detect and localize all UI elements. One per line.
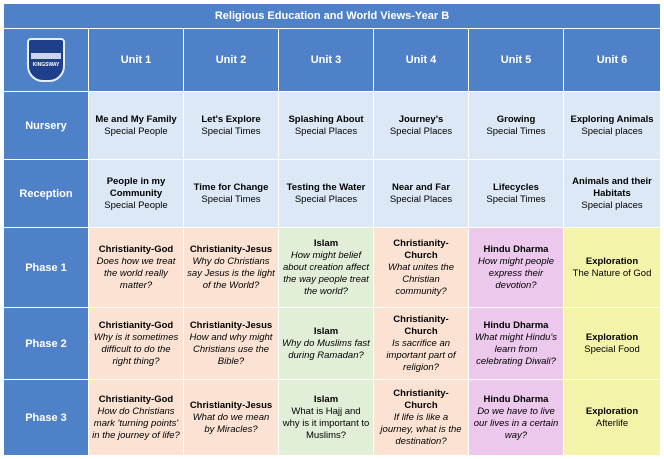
table-cell: [469, 92, 564, 160]
cell-title: Christianity-God: [98, 243, 174, 255]
row-label: Phase 1: [4, 228, 89, 308]
table-cell: [469, 228, 564, 308]
table-cell: [564, 228, 661, 308]
cell-title: People in my Community: [106, 175, 166, 199]
unit-header-5: Unit 5: [469, 29, 564, 92]
table-cell: [564, 380, 661, 456]
cell-title: Islam: [313, 237, 339, 249]
cell-subtitle: Special People: [104, 199, 168, 211]
cell-title: Splashing About: [288, 113, 364, 125]
cell-title: Exploration: [585, 331, 639, 343]
table-cell: [564, 308, 661, 380]
unit-header-4: Unit 4: [374, 29, 469, 92]
table-cell: [469, 308, 564, 380]
row-label: Phase 3: [4, 380, 89, 456]
table-cell: [89, 160, 184, 228]
unit-header-3: Unit 3: [279, 29, 374, 92]
cell-question: How and why might Christians use the Bible?: [189, 331, 273, 367]
table-cell: [184, 308, 279, 380]
table-cell: [279, 160, 374, 228]
table-cell: [564, 92, 661, 160]
unit-header-1: Unit 1: [89, 29, 184, 92]
cell-question: Is sacrifice an important part of religion?: [386, 337, 456, 373]
cell-subtitle: Special Times: [486, 125, 546, 137]
unit-header-6: Unit 6: [564, 29, 661, 92]
cell-subtitle: What is Hajj and why is it important to Muslims?: [282, 405, 370, 441]
table-cell: [374, 160, 469, 228]
cell-title: Christianity-Jesus: [189, 319, 273, 331]
table-cell: [89, 308, 184, 380]
cell-question: Why do Christians say Jesus is the light of the World?: [187, 255, 275, 291]
cell-title: Christianity-God: [98, 319, 174, 331]
cell-subtitle: Special Times: [201, 125, 261, 137]
table-cell: [279, 308, 374, 380]
cell-title: Animals and their Habitats: [572, 175, 652, 199]
cell-title: Christianity-Jesus: [189, 399, 273, 411]
cell-question: Why is it sometimes difficult to do the right thing?: [93, 331, 179, 367]
cell-subtitle: Special Food: [584, 343, 640, 355]
cell-subtitle: Special places: [581, 125, 643, 137]
table-cell: [279, 92, 374, 160]
cell-subtitle: Special Places: [389, 125, 453, 137]
row-label: Reception: [4, 160, 89, 228]
cell-subtitle: Special Times: [201, 193, 261, 205]
table-cell: [374, 228, 469, 308]
cell-title: Let's Explore: [201, 113, 261, 125]
cell-title: Christianity-Church: [393, 387, 449, 411]
table-cell: [374, 308, 469, 380]
table-title: Religious Education and World Views-Year B: [4, 4, 661, 29]
cell-question: What unites the Christian community?: [387, 261, 454, 297]
cell-title: Growing: [496, 113, 536, 125]
cell-question: How might belief about creation affect the way people treat the world?: [282, 249, 370, 297]
table-cell: [89, 92, 184, 160]
kingsway-school-crest-icon: [27, 38, 65, 82]
cell-question: How might people express their devotion?: [477, 255, 555, 291]
unit-header-2: Unit 2: [184, 29, 279, 92]
table-cell: [469, 380, 564, 456]
cell-title: Christianity-Jesus: [189, 243, 273, 255]
cell-subtitle: Special Places: [294, 193, 358, 205]
cell-question: Do we have to live our lives in a certain way?: [473, 405, 559, 441]
cell-title: Christianity-Church: [393, 313, 449, 337]
cell-question: If life is like a journey, what is the destination?: [380, 411, 462, 447]
table-cell: [89, 228, 184, 308]
cell-title: Near and Far: [391, 181, 451, 193]
table-row: [4, 228, 661, 308]
cell-subtitle: Special Places: [389, 193, 453, 205]
cell-title: Me and My Family: [95, 113, 177, 125]
cell-title: Exploration: [585, 255, 639, 267]
cell-title: Exploration: [585, 405, 639, 417]
table-row: [4, 92, 661, 160]
cell-subtitle: Afterlife: [595, 417, 629, 429]
table-row: [4, 380, 661, 456]
cell-question: What might Hindu's learn from celebrating Diwali?: [474, 331, 558, 367]
cell-subtitle: Special places: [581, 199, 643, 211]
cell-title: Journey's: [398, 113, 444, 125]
table-cell: [184, 160, 279, 228]
cell-title: Islam: [313, 393, 339, 405]
logo-text: KINGSWAY: [32, 61, 60, 68]
curriculum-table: [3, 3, 661, 456]
unit-header-row: [4, 29, 661, 92]
table-cell: [564, 160, 661, 228]
table-cell: [279, 380, 374, 456]
title-row: [4, 4, 661, 29]
table-cell: [184, 228, 279, 308]
table-cell: [374, 92, 469, 160]
cell-question: How do Christians mark 'turning points' in the journey of life?: [92, 405, 180, 441]
cell-title: Testing the Water: [286, 181, 366, 193]
cell-question: Why do Muslims fast during Ramadan?: [282, 337, 370, 361]
table-cell: [184, 380, 279, 456]
cell-title: Christianity-Church: [393, 237, 449, 261]
row-label: Nursery: [4, 92, 89, 160]
cell-subtitle: Special Places: [294, 125, 358, 137]
cell-question: Does how we treat the world really matter?: [96, 255, 176, 291]
table-cell: [469, 160, 564, 228]
cell-question: What do we mean by Miracles?: [192, 411, 270, 435]
cell-title: Lifecycles: [493, 181, 539, 193]
cell-title: Hindu Dharma: [483, 319, 549, 331]
table-row: [4, 308, 661, 380]
cell-title: Exploring Animals: [570, 113, 654, 125]
table-row: [4, 160, 661, 228]
cell-title: Time for Change: [193, 181, 269, 193]
table-cell: [89, 380, 184, 456]
cell-subtitle: Special People: [104, 125, 168, 137]
table-cell: [374, 380, 469, 456]
cell-subtitle: The Nature of God: [572, 267, 652, 279]
cell-subtitle: Special Times: [486, 193, 546, 205]
logo-cell: [4, 29, 89, 92]
cell-title: Hindu Dharma: [483, 243, 549, 255]
cell-title: Hindu Dharma: [483, 393, 549, 405]
cell-title: Christianity-God: [98, 393, 174, 405]
table-cell: [184, 92, 279, 160]
row-label: Phase 2: [4, 308, 89, 380]
cell-title: Islam: [313, 325, 339, 337]
table-cell: [279, 228, 374, 308]
